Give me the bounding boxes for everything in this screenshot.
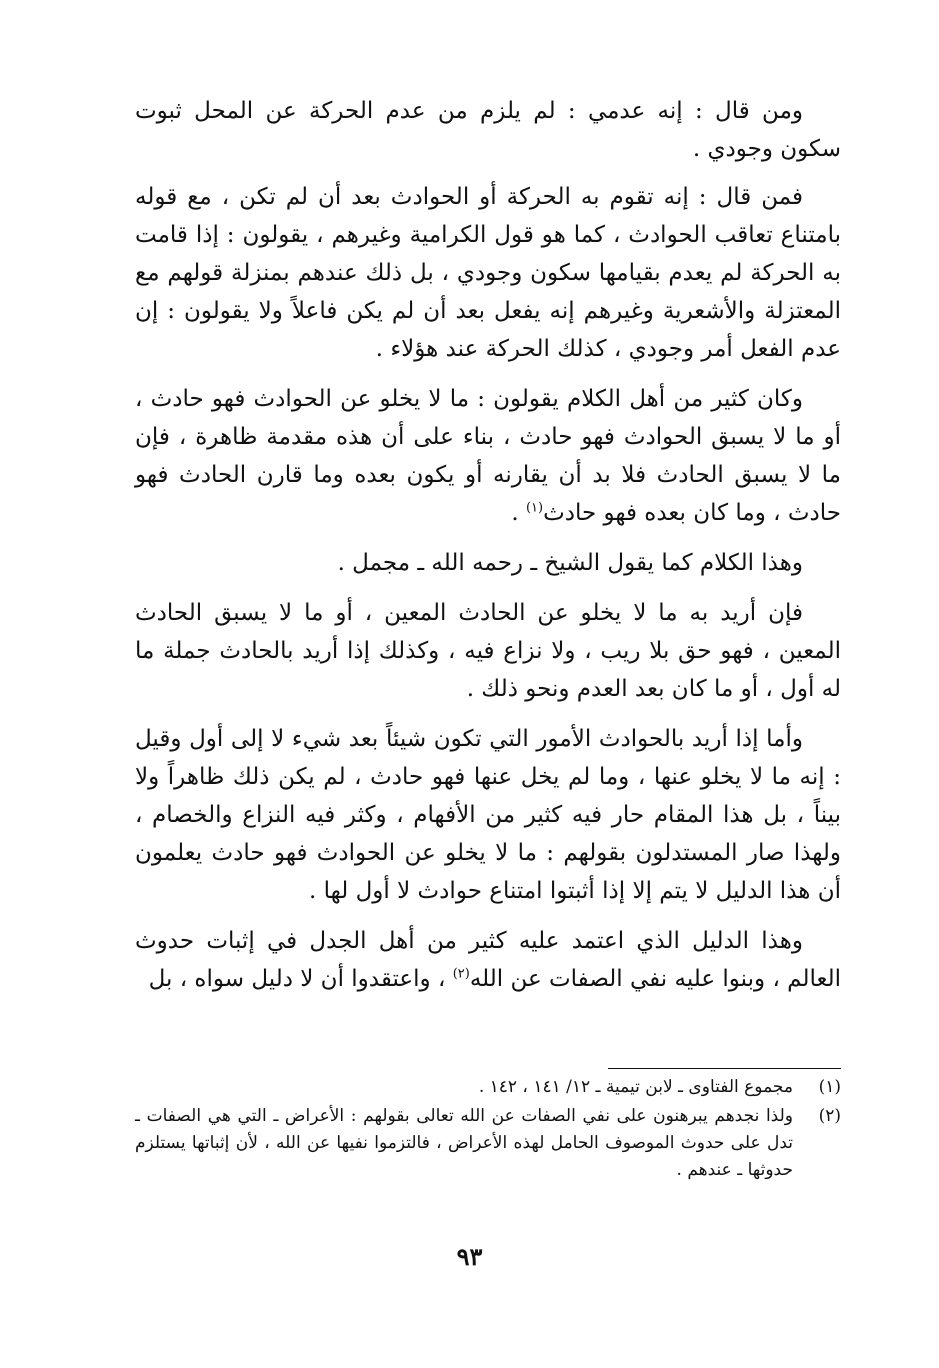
footnote-number: (١) — [818, 1077, 841, 1097]
paragraph: فإن أريد به ما لا يخلو عن الحادث المعين ، أو ما لا يسبق الحادث المعين ، فهو حق بلا ريب ، ولا نزاع فيه ، وكذلك إذا أريد بالحادث جملة ما له أول ، أو ما كان بعد العدم ونحو ذلك . — [135, 600, 841, 702]
paragraph: فمن قال : إنه تقوم به الحركة أو الحوادث بعد أن لم تكن ، مع قوله بامتناع تعاقب الحوادث ، كما هو قول الكرامية وغيرهم ، يقولون : إذا قامت به الحركة لم يعدم بقيامها سكون وجودي ، بل ذلك عندهم بمنزلة قولهم مع المعتزلة والأشعرية وغيرهم إنه يفعل بعد أن لم يكن فاعلاً ولا يقولون : إن عدم الفعل أمر وجودي ، كذلك الحركة عند هؤلاء . — [135, 184, 841, 362]
footnote-number: (٢) — [818, 1106, 841, 1126]
paragraph — [135, 922, 841, 998]
page-number: ٩٣ — [456, 1242, 483, 1271]
footnote — [135, 1103, 841, 1184]
footnotes — [135, 1074, 841, 1186]
footnote-text: ولذا نجدهم يبرهنون على نفي الصفات عن الله تعالى بقولهم : الأعراض ـ التي هي الصفات ـ تدل على حدوث الموصوف الحامل لهذه الأعراض ، فالتزموا نفيها عن الله ، لأن إثباتها يستلزم حدوثها ـ عندهم . — [135, 1106, 793, 1180]
body-text — [135, 92, 841, 1010]
paragraph-text: ، واعتقدوا أن لا دليل سواه ، بل — [148, 966, 446, 992]
paragraph: وأما إذا أريد بالحوادث الأمور التي تكون شيئاً بعد شيء لا إلى أول وقيل : إنه ما لا يخلو عنها ، وما لم يخل عنها فهو حادث ، لم يكن ذلك ظاهراً ولا بيناً ، بل هذا المقام حار فيه كثير من الأفهام ، وكثر فيه النزاع والخصام ، ولهذا صار المستدلون بقولهم : ما لا يخلو عن الحوادث فهو حادث يعلمون أن هذا الدليل لا يتم إلا إذا أثبتوا امتناع حوادث لا أول لها . — [135, 726, 841, 904]
footnote-separator — [608, 1068, 841, 1069]
paragraph — [135, 380, 841, 532]
paragraph: ومن قال : إنه عدمي : لم يلزم من عدم الحركة عن المحل ثبوت سكون وجودي . — [135, 98, 841, 162]
footnote-ref-2[interactable]: (٢) — [452, 966, 470, 982]
paragraph-end: . — [511, 500, 526, 526]
paragraph-text: وهذا الدليل الذي اعتمد عليه كثير من أهل الجدل في إثبات حدوث العالم ، وبنوا عليه نفي الصفات عن الله — [135, 928, 841, 992]
paragraph: وهذا الكلام كما يقول الشيخ ـ رحمه الله ـ مجمل . — [337, 550, 803, 576]
footnote-text: مجموع الفتاوى ـ لابن تيمية ـ ١٢/ ١٤١ ، ١٤٢ . — [478, 1077, 793, 1097]
footnote — [135, 1074, 841, 1101]
paragraph-text: وكان كثير من أهل الكلام يقولون : ما لا يخلو عن الحوادث فهو حادث ، أو ما لا يسبق الحوادث فهو حادث ، بناء على أن هذه مقدمة ظاهرة ، فإن ما لا يسبق الحادث فلا بد أن يقارنه أو يكون بعده وما قارن الحادث فهو حادث ، وما كان بعده فهو حادث — [135, 386, 841, 526]
footnote-ref-1[interactable]: (١) — [525, 500, 544, 516]
